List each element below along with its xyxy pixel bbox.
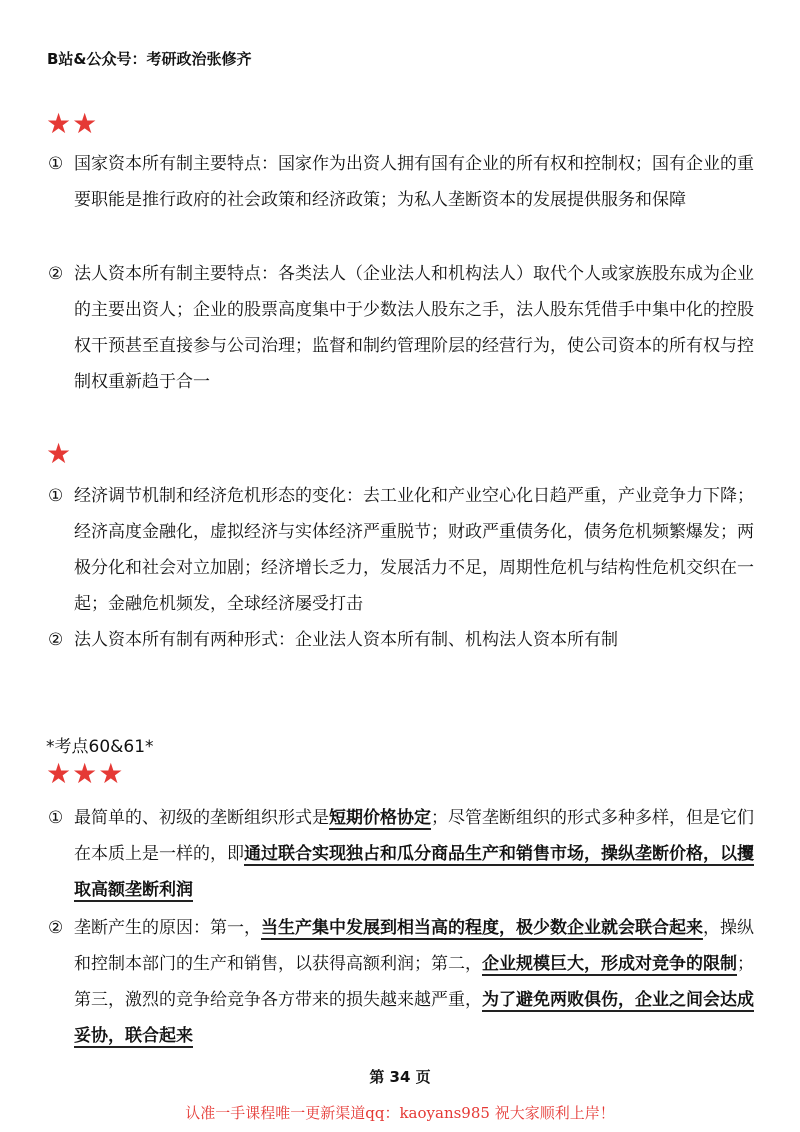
list-item [48,478,760,622]
item-text: 国家作为出资人拥有国有企业的所有权和控制权；国有企业的重要职能是推行政府的社会政策和经济政策；为私人垄断资本的发展提供服务和保障 [74,154,754,210]
highlight-text: 通过联合实现独占和瓜分商品生产和销售市场，操纵垄断价格，以攫取高额垄断利润 [74,844,754,900]
item-text: 最简单的、初级的垄断组织形式是 [74,808,329,828]
item-text: 去工业化和产业空心化日趋严重，产业竞争力下降；经济高度金融化，虚拟经济与实体经济严重脱节；财政严重债务化，债务危机频繁爆发；两极分化和社会对立加剧；经济增长乏力，发展活力不足，周期性危机与结构性危机交织在一起；金融危机频发，全球经济屡受打击 [74,486,754,614]
list-item [48,622,760,658]
item-label: 国家资本所有制主要特点： [74,154,278,174]
item-text: 各类法人（企业法人和机构法人）取代个人或家族股东成为企业的主要出资人；企业的股票高度集中于少数法人股东之手，法人股东凭借手中集中化的控股权干预甚至直接参与公司治理；监督和制约管理阶层的经营行为，使公司资本的所有权与控制权重新趋于合一 [74,264,754,392]
page-header: B站&公众号：考研政治张修齐 [47,50,252,68]
highlight-text: 短期价格协定 [329,808,431,828]
item-number: ② [48,630,64,650]
item-label: 法人资本所有制主要特点： [74,264,278,284]
item-number: ① [48,154,64,174]
item-text: 企业法人资本所有制、机构法人资本所有制 [295,630,618,650]
highlight-text: 为了避免两败俱伤，企业之间会达成妥协，联合起来 [74,990,754,1046]
item-number: ① [48,808,64,828]
importance-stars: ★★ [46,107,99,140]
item-number: ② [48,264,64,284]
importance-stars: ★★★ [46,757,125,790]
list-item [48,800,760,908]
item-text: ；尽管垄断组织的形式多种多样，但是它们在本质上是一样的，即 [74,808,754,864]
highlight-text: 企业规模巨大，形成对竞争的限制 [482,954,737,974]
item-text: ；第三，激烈的竞争给竞争各方带来的损失越来越严重， [74,954,754,1010]
item-label: 经济调节机制和经济危机形态的变化： [74,486,363,506]
item-number: ② [48,918,64,938]
list-item [48,146,760,218]
footer-notice: 认准一手课程唯一更新渠道qq：kaoyans985 祝大家顺利上岸！ [185,1104,615,1122]
importance-stars: ★ [46,437,73,470]
item-label: 法人资本所有制有两种形式： [74,630,295,650]
list-item [48,910,760,1054]
highlight-text: 当生产集中发展到相当高的程度，极少数企业就会联合起来 [261,918,703,938]
item-text: 垄断产生的原因：第一， [74,918,261,938]
item-number: ① [48,486,64,506]
exam-point-label: *考点60&61* [46,737,154,757]
list-item [48,256,760,400]
item-text: ，操纵和控制本部门的生产和销售，以获得高额利润；第二， [74,918,754,974]
page-number: 第 34 页 [369,1068,431,1086]
